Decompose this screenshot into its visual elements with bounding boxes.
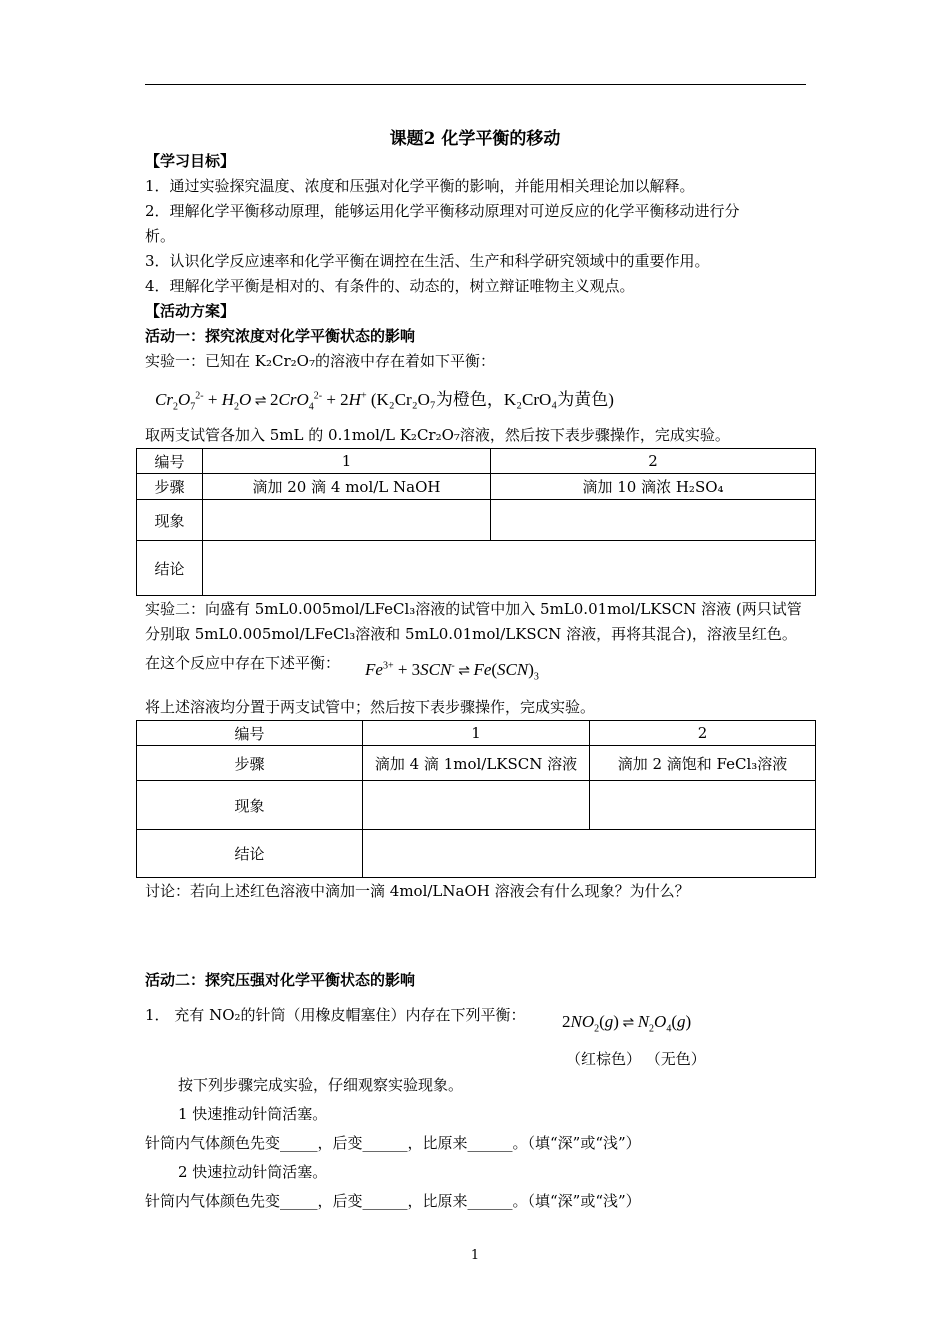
conclusion-label: 结论: [137, 541, 203, 596]
activity2-item1: 1． 充有 NO₂的针筒（用橡皮帽塞住）内存在下列平衡：: [145, 1006, 526, 1024]
table-exp1: [136, 448, 816, 596]
activity2-step2: 2 快速拉动针筒活塞。: [178, 1163, 328, 1181]
header-cell: 2: [590, 721, 816, 746]
dichromate-equation: $Cr_2O_7^{2-} + H_2O$ ⇌ 2CrO$_4^{2-}$ + 2H+ (K₂Cr₂O₇为橙色，K₂CrO₄为黄色): [155, 390, 614, 413]
objective-3: 3．认识化学反应速率和化学平衡在调控在生活、生产和科学研究领域中的重要作用。: [145, 252, 710, 270]
blank-cell[interactable]: [363, 781, 590, 830]
table-row: [137, 474, 816, 500]
activity2-step1-fill: 针筒内气体颜色先变_____，后变______，比原来______。（填“深”或“浅”）: [145, 1134, 641, 1152]
activity2-step1: 1 快速推动针筒活塞。: [178, 1105, 328, 1123]
page-number: 1: [470, 1248, 480, 1263]
exp1-intro: 实验一：已知在 K₂Cr₂O₇的溶液中存在着如下平衡：: [145, 352, 495, 370]
steps-label: 步骤: [137, 474, 203, 500]
objective-2-cont: 析。: [145, 227, 176, 245]
dichromate-note: (K₂Cr₂O₇为橙色，K₂CrO₄为黄色): [370, 390, 614, 409]
steps-label: 步骤: [137, 746, 363, 781]
table-row: [137, 781, 816, 830]
color-labels: （红棕色） （无色）: [566, 1050, 706, 1068]
header-cell: 编号: [137, 721, 363, 746]
phenomenon-label: 现象: [137, 781, 363, 830]
phenomenon-label: 现象: [137, 500, 203, 541]
header-rule: [145, 84, 806, 85]
thiocyanate-equation: $Fe^{3+} + 3SCN^-$ ⇌ $Fe(SCN)_3$: [365, 660, 539, 683]
objective-1: 1．通过实验探究温度、浓度和压强对化学平衡的影响，并能用相关理论加以解释。: [145, 177, 695, 195]
step-cell: 滴加 2 滴饱和 FeCl₃溶液: [590, 746, 816, 781]
discussion: 讨论：若向上述红色溶液中滴加一滴 4mol/LNaOH 溶液会有什么现象？为什么？: [145, 882, 690, 900]
objective-4: 4．理解化学平衡是相对的、有条件的、动态的，树立辩证唯物主义观点。: [145, 277, 635, 295]
step-cell: 滴加 10 滴浓 H₂SO₄: [491, 474, 816, 500]
header-cell: 2: [491, 449, 816, 474]
table-exp2: [136, 720, 816, 878]
table-row: [137, 746, 816, 781]
header-cell: 编号: [137, 449, 203, 474]
table-row: [137, 541, 816, 596]
table-row: [137, 449, 816, 474]
step-cell: 滴加 4 滴 1mol/LKSCN 溶液: [363, 746, 590, 781]
activity2-instruction: 按下列步骤完成实验，仔细观察实验现象。: [178, 1076, 464, 1094]
exp1-instruction: 取两支试管各加入 5mL 的 0.1mol/L K₂Cr₂O₇溶液，然后按下表步骤操作，完成实验。: [145, 426, 730, 444]
no2-equation: $2NO_2(g)$ ⇌ $N_2O_4(g)$: [562, 1012, 692, 1035]
blank-cell[interactable]: [590, 781, 816, 830]
exp2-instruction: 将上述溶液均分置于两支试管中；然后按下表步骤操作，完成实验。: [145, 698, 596, 716]
exp2-line2: 分别取 5mL0.005mol/LFeCl₃溶液和 5mL0.01mol/LKSCN 溶液，再将其混合)，溶液呈红色。: [145, 625, 797, 643]
table-row: [137, 721, 816, 746]
exp2-eq-intro: 在这个反应中存在下述平衡：: [145, 654, 341, 672]
plan-heading: 【活动方案】: [145, 302, 236, 320]
blank-cell[interactable]: [203, 541, 816, 596]
objective-2: 2．理解化学平衡移动原理，能够运用化学平衡移动原理对可逆反应的化学平衡移动进行分: [145, 202, 740, 220]
header-cell: 1: [363, 721, 590, 746]
exp2-line1: 实验二：向盛有 5mL0.005mol/LFeCl₃溶液的试管中加入 5mL0.01mol/LKSCN 溶液 (两只试管: [145, 600, 802, 618]
header-cell: 1: [203, 449, 491, 474]
objectives-heading: 【学习目标】: [145, 152, 236, 170]
page-title: 课题2 化学平衡的移动: [389, 129, 561, 149]
table-row: [137, 500, 816, 541]
activity1-heading: 活动一：探究浓度对化学平衡状态的影响: [145, 327, 416, 345]
conclusion-label: 结论: [137, 830, 363, 878]
table-row: [137, 830, 816, 878]
step-cell: 滴加 20 滴 4 mol/L NaOH: [203, 474, 491, 500]
activity2-step2-fill: 针筒内气体颜色先变_____，后变______，比原来______。（填“深”或“浅”）: [145, 1192, 641, 1210]
activity2-heading: 活动二：探究压强对化学平衡状态的影响: [145, 971, 416, 989]
blank-cell[interactable]: [363, 830, 816, 878]
blank-cell[interactable]: [203, 500, 491, 541]
blank-cell[interactable]: [491, 500, 816, 541]
